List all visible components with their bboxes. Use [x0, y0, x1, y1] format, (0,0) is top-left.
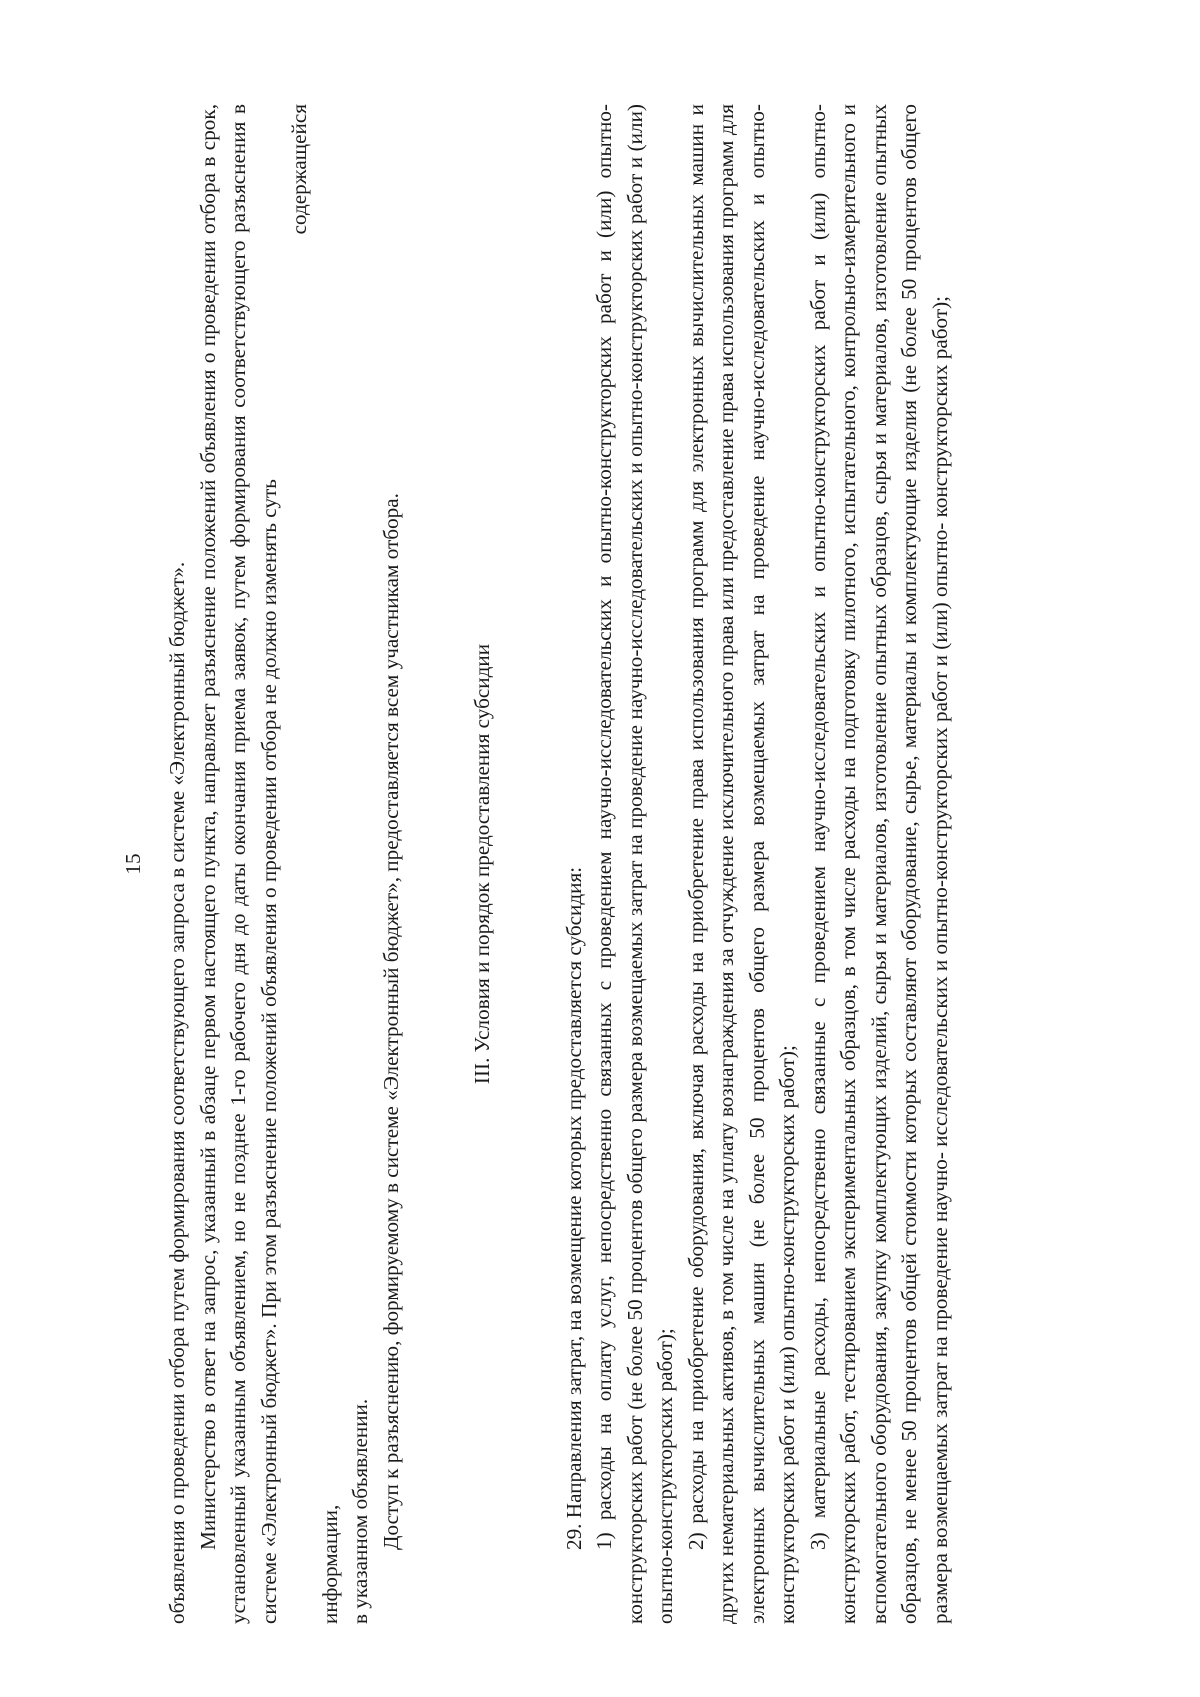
- page-number: 15: [121, 853, 145, 875]
- line-in-indicated-announcement: в указанном объявлении.: [348, 1398, 372, 1624]
- list-item-3-material-expenses: 3) материальные расходы, непосредственно связанные с проведением научно-исследовательских и опытно-конструкторских работ и (или) опытно-конструкторских работ, тестированием экспериментальных образцов, в том числе расходы на подготовку пилотного, испытательного, контрольно-измерительного и вспомогательного оборудования, закупку комплектующих изделий, сырья и материалов, изготовление опытных образцов, сырья и материалов, изготовление опытных образцов, не менее 50 процентов общей стоимости которых составляют оборудование, сырье, материалы и комплектующие изделия (не более 50 процентов общего размера возмещаемых затрат на проведение научно- исследовательских и опытно-конструкторских работ и (или) опытно- конструкторских работ);: [805, 104, 952, 1624]
- word-information: информации,: [317, 1504, 342, 1624]
- rotated-page-content: [121, 104, 1070, 1624]
- document-body: [162, 104, 955, 1624]
- section-heading: III. Условия и порядок предоставления субсидии: [470, 643, 494, 1085]
- list-item-2-equipment: 2) расходы на приобретение оборудования, включая расходы на приобретение права использования программ для электронных вычислительных машин и других нематериальных активов, в том числе на уплату вознаграждения за отчуждение исключительного права или предоставление права использования программ для электронных вычислительных машин (не более 50 процентов общего размера возмещаемых затрат на проведение научно-исследовательских и опытно- конструкторских работ и (или) опытно-конструкторских работ);: [683, 104, 799, 1624]
- word-containing: содержащейся: [287, 104, 311, 235]
- paragraph-access-clarification: Доступ к разъяснению, формируемому в системе «Электронный бюджет», предоставляется всем участникам отбора.: [378, 493, 403, 1550]
- paragraph-29-cost-directions: 29. Направления затрат, на возмещение которых предоставляется субсидия:: [561, 866, 586, 1550]
- paragraph-ministry-clarification: Министерство в ответ на запрос, указанный в абзаце первом настоящего пункта, направляет разъяснение положений объявления о проведении отбора в срок, установленный указанным объявлением, но не позднее 1-го рабочего дня до даты окончания приема заявок, путем формирования соответствующего разъяснения в системе «Электронный бюджет». При этом разъяснение положений объявления о проведении отбора не должно изменять суть: [195, 104, 281, 1624]
- list-item-1-services: 1) расходы на оплату услуг, непосредственно связанных с проведением научно-исследовательских и опытно-конструкторских работ и (или) опытно-конструкторских работ (не более 50 процентов общего размера возмещаемых затрат на проведение научно-исследовательских и опытно-конструкторских работ и (или) опытно-конструкторских работ);: [592, 104, 677, 1624]
- paragraph-request-line: объявления о проведении отбора путем формирования соответствующего запроса в системе «Электронный бюджет».: [165, 561, 189, 1624]
